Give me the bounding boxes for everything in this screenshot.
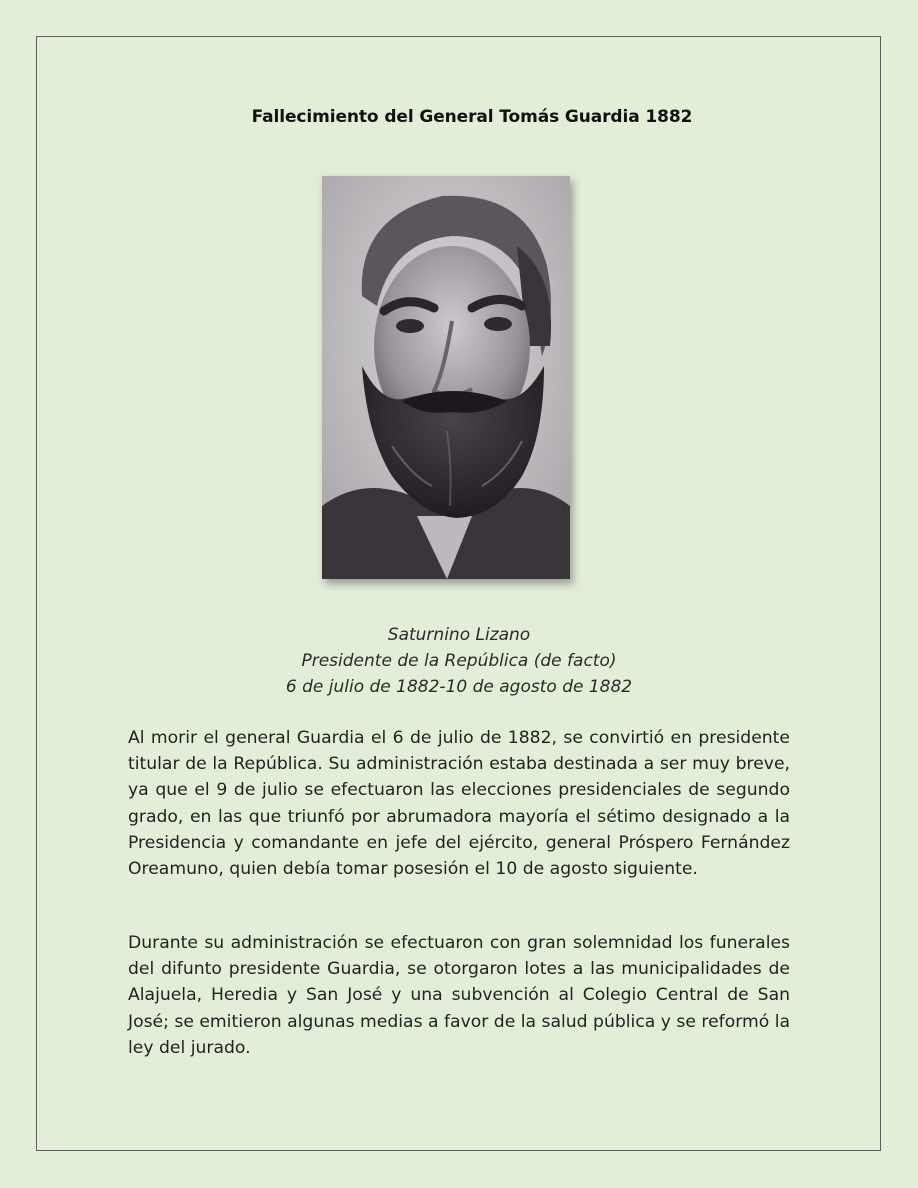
paragraph-2: Durante su administración se efectuaron con gran solemnidad los funerales del difunto presidente Guardia, se otorgaron lotes a las municipalidades de Alajuela, Heredia y San José y una subvención al Colegio Central de San José; se emitieron algunas medias a favor de la salud pública y se reformó la ley del jurado.: [128, 933, 791, 1058]
caption-role: Presidente de la República (de facto): [301, 651, 617, 671]
portrait-photo: [322, 176, 570, 579]
page-title: Fallecimiento del General Tomás Guardia 1882: [251, 107, 693, 127]
paragraph-1: Al morir el general Guardia el 6 de julio de 1882, se convirtió en presidente titular de la República. Su administración estaba destinada a ser muy breve, ya que el 9 de julio se efectuaron las elecciones presidenciales de segundo grado, en las que triunfó por abrumadora mayoría el sétimo designado a la Presidencia y comandante en jefe del ejército, general Próspero Fernández Oreamuno, quien debía tomar posesión el 10 de agosto siguiente.: [128, 728, 790, 880]
caption-term: 6 de julio de 1882-10 de agosto de 1882: [285, 677, 633, 697]
caption-name: Saturnino Lizano: [387, 625, 531, 645]
portrait-caption: [0, 622, 918, 700]
